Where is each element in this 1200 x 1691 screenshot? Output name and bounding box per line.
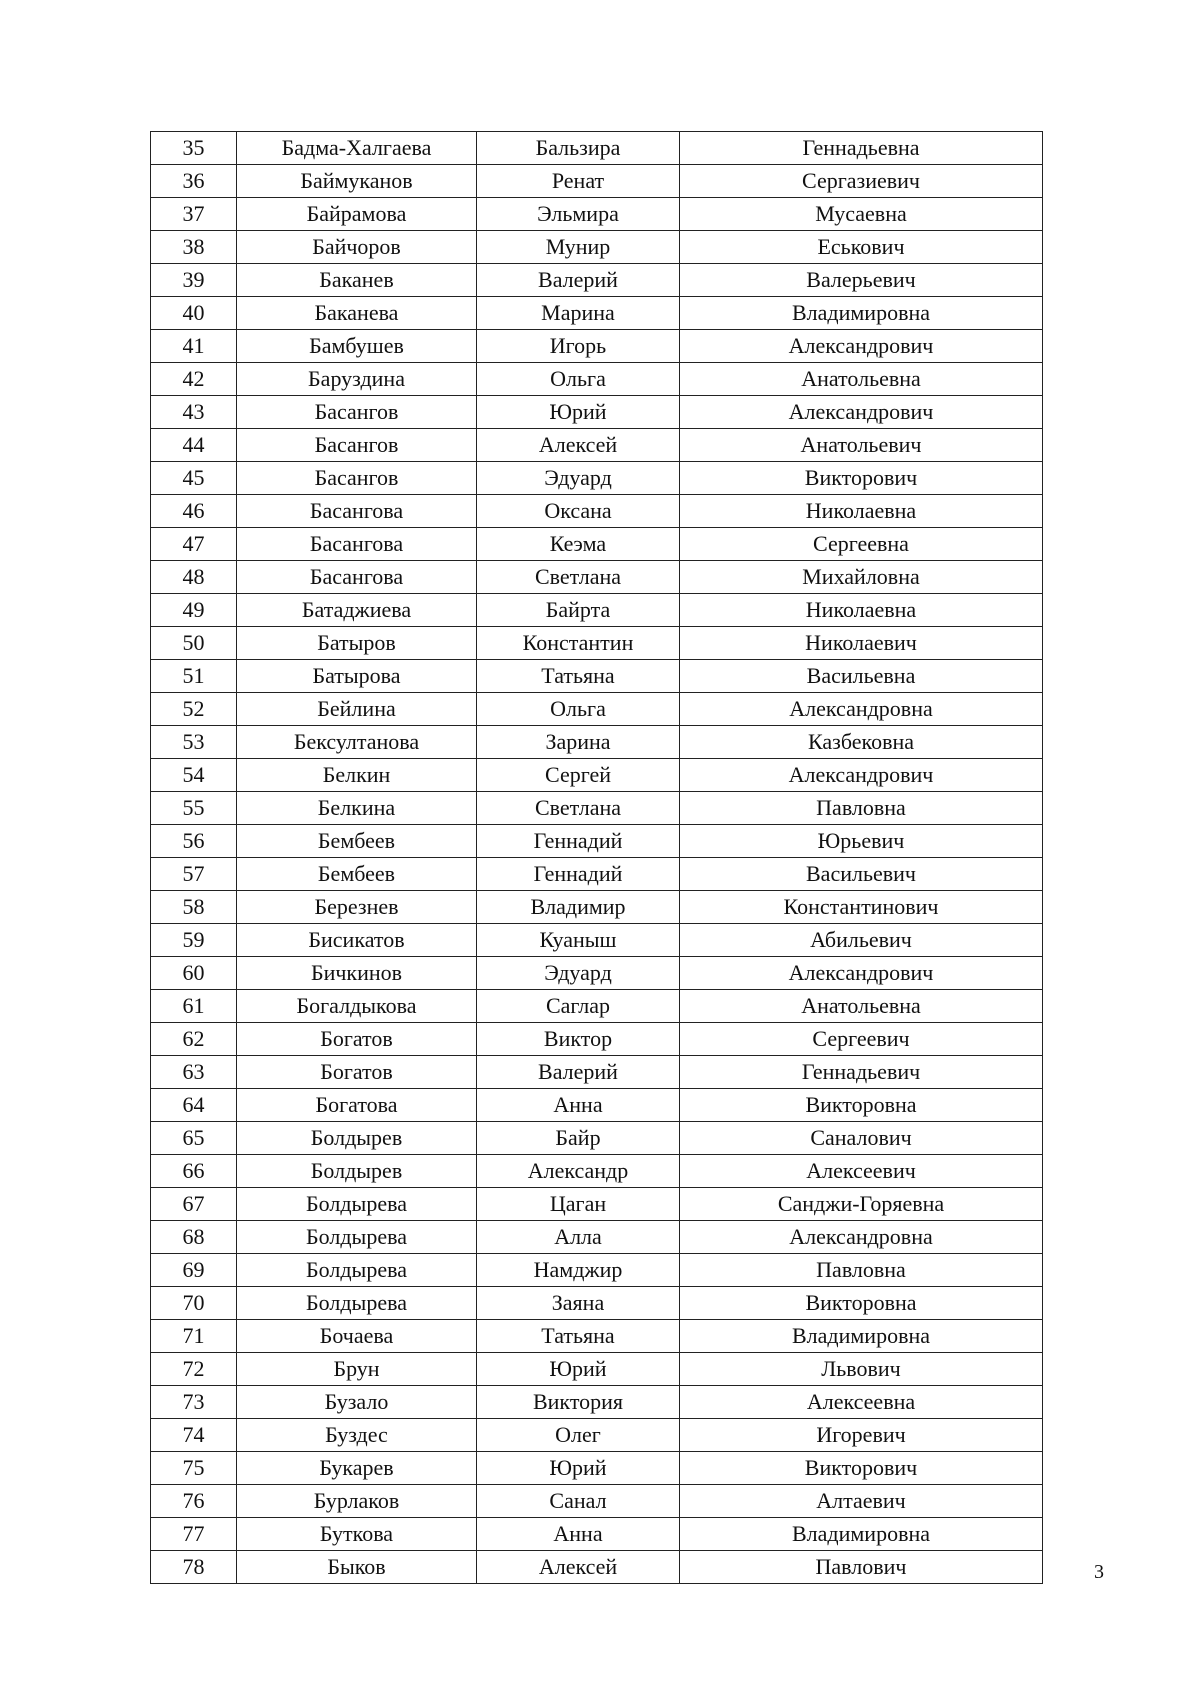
last-name-cell: Бочаева bbox=[237, 1320, 477, 1353]
patronymic-cell: Алексеевна bbox=[680, 1386, 1043, 1419]
row-number-cell: 37 bbox=[151, 198, 237, 231]
patronymic-cell: Валерьевич bbox=[680, 264, 1043, 297]
row-number-cell: 63 bbox=[151, 1056, 237, 1089]
table-row bbox=[151, 198, 1043, 231]
first-name-cell: Алексей bbox=[477, 1551, 680, 1584]
row-number-cell: 47 bbox=[151, 528, 237, 561]
patronymic-cell: Александрович bbox=[680, 759, 1043, 792]
first-name-cell: Санал bbox=[477, 1485, 680, 1518]
table-row bbox=[151, 1254, 1043, 1287]
first-name-cell: Татьяна bbox=[477, 1320, 680, 1353]
last-name-cell: Бамбушев bbox=[237, 330, 477, 363]
last-name-cell: Батаджиева bbox=[237, 594, 477, 627]
last-name-cell: Баруздина bbox=[237, 363, 477, 396]
last-name-cell: Басангова bbox=[237, 561, 477, 594]
table-row bbox=[151, 1320, 1043, 1353]
last-name-cell: Болдырев bbox=[237, 1155, 477, 1188]
table-row bbox=[151, 825, 1043, 858]
last-name-cell: Басангов bbox=[237, 429, 477, 462]
first-name-cell: Юрий bbox=[477, 1452, 680, 1485]
first-name-cell: Геннадий bbox=[477, 858, 680, 891]
first-name-cell: Эльмира bbox=[477, 198, 680, 231]
table-row bbox=[151, 528, 1043, 561]
patronymic-cell: Саналович bbox=[680, 1122, 1043, 1155]
table-row bbox=[151, 1221, 1043, 1254]
row-number-cell: 44 bbox=[151, 429, 237, 462]
patronymic-cell: Александровна bbox=[680, 1221, 1043, 1254]
first-name-cell: Марина bbox=[477, 297, 680, 330]
first-name-cell: Игорь bbox=[477, 330, 680, 363]
first-name-cell: Анна bbox=[477, 1518, 680, 1551]
table-row bbox=[151, 957, 1043, 990]
row-number-cell: 61 bbox=[151, 990, 237, 1023]
patronymic-cell: Анатольевна bbox=[680, 363, 1043, 396]
first-name-cell: Заяна bbox=[477, 1287, 680, 1320]
first-name-cell: Саглар bbox=[477, 990, 680, 1023]
row-number-cell: 41 bbox=[151, 330, 237, 363]
patronymic-cell: Санджи-Горяевна bbox=[680, 1188, 1043, 1221]
table-row bbox=[151, 990, 1043, 1023]
first-name-cell: Бальзира bbox=[477, 132, 680, 165]
last-name-cell: Болдырева bbox=[237, 1188, 477, 1221]
table-row bbox=[151, 1188, 1043, 1221]
row-number-cell: 76 bbox=[151, 1485, 237, 1518]
row-number-cell: 50 bbox=[151, 627, 237, 660]
patronymic-cell: Владимировна bbox=[680, 1518, 1043, 1551]
table-row bbox=[151, 1452, 1043, 1485]
patronymic-cell: Васильевич bbox=[680, 858, 1043, 891]
patronymic-cell: Анатольевна bbox=[680, 990, 1043, 1023]
patronymic-cell: Михайловна bbox=[680, 561, 1043, 594]
last-name-cell: Бурлаков bbox=[237, 1485, 477, 1518]
row-number-cell: 40 bbox=[151, 297, 237, 330]
last-name-cell: Болдырев bbox=[237, 1122, 477, 1155]
row-number-cell: 60 bbox=[151, 957, 237, 990]
names-table-body bbox=[151, 132, 1043, 1584]
row-number-cell: 66 bbox=[151, 1155, 237, 1188]
patronymic-cell: Викторович bbox=[680, 1452, 1043, 1485]
row-number-cell: 48 bbox=[151, 561, 237, 594]
row-number-cell: 70 bbox=[151, 1287, 237, 1320]
first-name-cell: Татьяна bbox=[477, 660, 680, 693]
first-name-cell: Юрий bbox=[477, 396, 680, 429]
row-number-cell: 78 bbox=[151, 1551, 237, 1584]
last-name-cell: Байчоров bbox=[237, 231, 477, 264]
table-row bbox=[151, 264, 1043, 297]
last-name-cell: Болдырева bbox=[237, 1221, 477, 1254]
first-name-cell: Байрта bbox=[477, 594, 680, 627]
first-name-cell: Александр bbox=[477, 1155, 680, 1188]
last-name-cell: Бадма-Халгаева bbox=[237, 132, 477, 165]
table-row bbox=[151, 231, 1043, 264]
first-name-cell: Виктория bbox=[477, 1386, 680, 1419]
table-row bbox=[151, 627, 1043, 660]
patronymic-cell: Александрович bbox=[680, 957, 1043, 990]
patronymic-cell: Алексеевич bbox=[680, 1155, 1043, 1188]
first-name-cell: Эдуард bbox=[477, 462, 680, 495]
last-name-cell: Батыров bbox=[237, 627, 477, 660]
row-number-cell: 65 bbox=[151, 1122, 237, 1155]
first-name-cell: Светлана bbox=[477, 561, 680, 594]
table-row bbox=[151, 297, 1043, 330]
last-name-cell: Буздес bbox=[237, 1419, 477, 1452]
table-row bbox=[151, 1551, 1043, 1584]
patronymic-cell: Геннадьевна bbox=[680, 132, 1043, 165]
first-name-cell: Виктор bbox=[477, 1023, 680, 1056]
first-name-cell: Алла bbox=[477, 1221, 680, 1254]
table-row bbox=[151, 792, 1043, 825]
last-name-cell: Бембеев bbox=[237, 825, 477, 858]
row-number-cell: 58 bbox=[151, 891, 237, 924]
patronymic-cell: Сергеевна bbox=[680, 528, 1043, 561]
patronymic-cell: Павловна bbox=[680, 1254, 1043, 1287]
patronymic-cell: Васильевна bbox=[680, 660, 1043, 693]
last-name-cell: Березнев bbox=[237, 891, 477, 924]
table-row bbox=[151, 132, 1043, 165]
last-name-cell: Бисикатов bbox=[237, 924, 477, 957]
row-number-cell: 55 bbox=[151, 792, 237, 825]
table-row bbox=[151, 1056, 1043, 1089]
patronymic-cell: Мусаевна bbox=[680, 198, 1043, 231]
patronymic-cell: Игоревич bbox=[680, 1419, 1043, 1452]
row-number-cell: 72 bbox=[151, 1353, 237, 1386]
row-number-cell: 74 bbox=[151, 1419, 237, 1452]
table-row bbox=[151, 561, 1043, 594]
row-number-cell: 73 bbox=[151, 1386, 237, 1419]
patronymic-cell: Александровна bbox=[680, 693, 1043, 726]
first-name-cell: Мунир bbox=[477, 231, 680, 264]
table-row bbox=[151, 396, 1043, 429]
row-number-cell: 64 bbox=[151, 1089, 237, 1122]
last-name-cell: Бейлина bbox=[237, 693, 477, 726]
patronymic-cell: Юрьевич bbox=[680, 825, 1043, 858]
first-name-cell: Ренат bbox=[477, 165, 680, 198]
table-row bbox=[151, 1089, 1043, 1122]
patronymic-cell: Викторович bbox=[680, 462, 1043, 495]
page-number: 3 bbox=[1094, 1561, 1104, 1583]
first-name-cell: Ольга bbox=[477, 693, 680, 726]
last-name-cell: Быков bbox=[237, 1551, 477, 1584]
patronymic-cell: Еськович bbox=[680, 231, 1043, 264]
table-row bbox=[151, 495, 1043, 528]
last-name-cell: Буткова bbox=[237, 1518, 477, 1551]
first-name-cell: Кеэма bbox=[477, 528, 680, 561]
row-number-cell: 45 bbox=[151, 462, 237, 495]
table-row bbox=[151, 1122, 1043, 1155]
row-number-cell: 77 bbox=[151, 1518, 237, 1551]
first-name-cell: Оксана bbox=[477, 495, 680, 528]
last-name-cell: Бичкинов bbox=[237, 957, 477, 990]
first-name-cell: Геннадий bbox=[477, 825, 680, 858]
first-name-cell: Алексей bbox=[477, 429, 680, 462]
first-name-cell: Зарина bbox=[477, 726, 680, 759]
last-name-cell: Белкина bbox=[237, 792, 477, 825]
first-name-cell: Валерий bbox=[477, 1056, 680, 1089]
table-row bbox=[151, 462, 1043, 495]
patronymic-cell: Николаевна bbox=[680, 495, 1043, 528]
table-row bbox=[151, 1353, 1043, 1386]
patronymic-cell: Анатольевич bbox=[680, 429, 1043, 462]
table-row bbox=[151, 1419, 1043, 1452]
row-number-cell: 56 bbox=[151, 825, 237, 858]
table-row bbox=[151, 858, 1043, 891]
first-name-cell: Цаган bbox=[477, 1188, 680, 1221]
row-number-cell: 52 bbox=[151, 693, 237, 726]
row-number-cell: 36 bbox=[151, 165, 237, 198]
row-number-cell: 75 bbox=[151, 1452, 237, 1485]
table-row bbox=[151, 429, 1043, 462]
table-row bbox=[151, 759, 1043, 792]
last-name-cell: Болдырева bbox=[237, 1254, 477, 1287]
table-row bbox=[151, 891, 1043, 924]
first-name-cell: Куаныш bbox=[477, 924, 680, 957]
patronymic-cell: Казбековна bbox=[680, 726, 1043, 759]
row-number-cell: 54 bbox=[151, 759, 237, 792]
patronymic-cell: Алтаевич bbox=[680, 1485, 1043, 1518]
row-number-cell: 68 bbox=[151, 1221, 237, 1254]
patronymic-cell: Павлович bbox=[680, 1551, 1043, 1584]
first-name-cell: Сергей bbox=[477, 759, 680, 792]
row-number-cell: 35 bbox=[151, 132, 237, 165]
row-number-cell: 53 bbox=[151, 726, 237, 759]
table-row bbox=[151, 1485, 1043, 1518]
last-name-cell: Болдырева bbox=[237, 1287, 477, 1320]
last-name-cell: Баканев bbox=[237, 264, 477, 297]
patronymic-cell: Геннадьевич bbox=[680, 1056, 1043, 1089]
last-name-cell: Баймуканов bbox=[237, 165, 477, 198]
table-row bbox=[151, 726, 1043, 759]
last-name-cell: Батырова bbox=[237, 660, 477, 693]
first-name-cell: Олег bbox=[477, 1419, 680, 1452]
table-row bbox=[151, 1155, 1043, 1188]
patronymic-cell: Константинович bbox=[680, 891, 1043, 924]
first-name-cell: Ольга bbox=[477, 363, 680, 396]
last-name-cell: Брун bbox=[237, 1353, 477, 1386]
table-row bbox=[151, 1386, 1043, 1419]
row-number-cell: 39 bbox=[151, 264, 237, 297]
last-name-cell: Басангов bbox=[237, 396, 477, 429]
row-number-cell: 69 bbox=[151, 1254, 237, 1287]
table-row bbox=[151, 924, 1043, 957]
table-row bbox=[151, 330, 1043, 363]
last-name-cell: Бузало bbox=[237, 1386, 477, 1419]
first-name-cell: Юрий bbox=[477, 1353, 680, 1386]
patronymic-cell: Владимировна bbox=[680, 1320, 1043, 1353]
table-row bbox=[151, 165, 1043, 198]
first-name-cell: Байр bbox=[477, 1122, 680, 1155]
table-row bbox=[151, 594, 1043, 627]
table-row bbox=[151, 1287, 1043, 1320]
last-name-cell: Байрамова bbox=[237, 198, 477, 231]
last-name-cell: Баканева bbox=[237, 297, 477, 330]
last-name-cell: Богатова bbox=[237, 1089, 477, 1122]
patronymic-cell: Владимировна bbox=[680, 297, 1043, 330]
patronymic-cell: Викторовна bbox=[680, 1089, 1043, 1122]
row-number-cell: 51 bbox=[151, 660, 237, 693]
last-name-cell: Богатов bbox=[237, 1056, 477, 1089]
last-name-cell: Белкин bbox=[237, 759, 477, 792]
table-row bbox=[151, 660, 1043, 693]
patronymic-cell: Абильевич bbox=[680, 924, 1043, 957]
table-row bbox=[151, 693, 1043, 726]
first-name-cell: Светлана bbox=[477, 792, 680, 825]
patronymic-cell: Сергазиевич bbox=[680, 165, 1043, 198]
patronymic-cell: Викторовна bbox=[680, 1287, 1043, 1320]
first-name-cell: Константин bbox=[477, 627, 680, 660]
row-number-cell: 71 bbox=[151, 1320, 237, 1353]
names-table bbox=[150, 131, 1043, 1584]
last-name-cell: Басангов bbox=[237, 462, 477, 495]
last-name-cell: Басангова bbox=[237, 528, 477, 561]
last-name-cell: Басангова bbox=[237, 495, 477, 528]
first-name-cell: Эдуард bbox=[477, 957, 680, 990]
last-name-cell: Богалдыкова bbox=[237, 990, 477, 1023]
patronymic-cell: Александрович bbox=[680, 396, 1043, 429]
row-number-cell: 42 bbox=[151, 363, 237, 396]
row-number-cell: 49 bbox=[151, 594, 237, 627]
last-name-cell: Богатов bbox=[237, 1023, 477, 1056]
first-name-cell: Анна bbox=[477, 1089, 680, 1122]
row-number-cell: 46 bbox=[151, 495, 237, 528]
patronymic-cell: Сергеевич bbox=[680, 1023, 1043, 1056]
patronymic-cell: Николаевна bbox=[680, 594, 1043, 627]
row-number-cell: 38 bbox=[151, 231, 237, 264]
last-name-cell: Бексултанова bbox=[237, 726, 477, 759]
table-row bbox=[151, 1023, 1043, 1056]
row-number-cell: 62 bbox=[151, 1023, 237, 1056]
row-number-cell: 59 bbox=[151, 924, 237, 957]
first-name-cell: Намджир bbox=[477, 1254, 680, 1287]
patronymic-cell: Николаевич bbox=[680, 627, 1043, 660]
patronymic-cell: Александрович bbox=[680, 330, 1043, 363]
table-row bbox=[151, 363, 1043, 396]
row-number-cell: 67 bbox=[151, 1188, 237, 1221]
row-number-cell: 43 bbox=[151, 396, 237, 429]
first-name-cell: Валерий bbox=[477, 264, 680, 297]
table-row bbox=[151, 1518, 1043, 1551]
first-name-cell: Владимир bbox=[477, 891, 680, 924]
patronymic-cell: Львович bbox=[680, 1353, 1043, 1386]
last-name-cell: Бембеев bbox=[237, 858, 477, 891]
patronymic-cell: Павловна bbox=[680, 792, 1043, 825]
row-number-cell: 57 bbox=[151, 858, 237, 891]
last-name-cell: Букарев bbox=[237, 1452, 477, 1485]
